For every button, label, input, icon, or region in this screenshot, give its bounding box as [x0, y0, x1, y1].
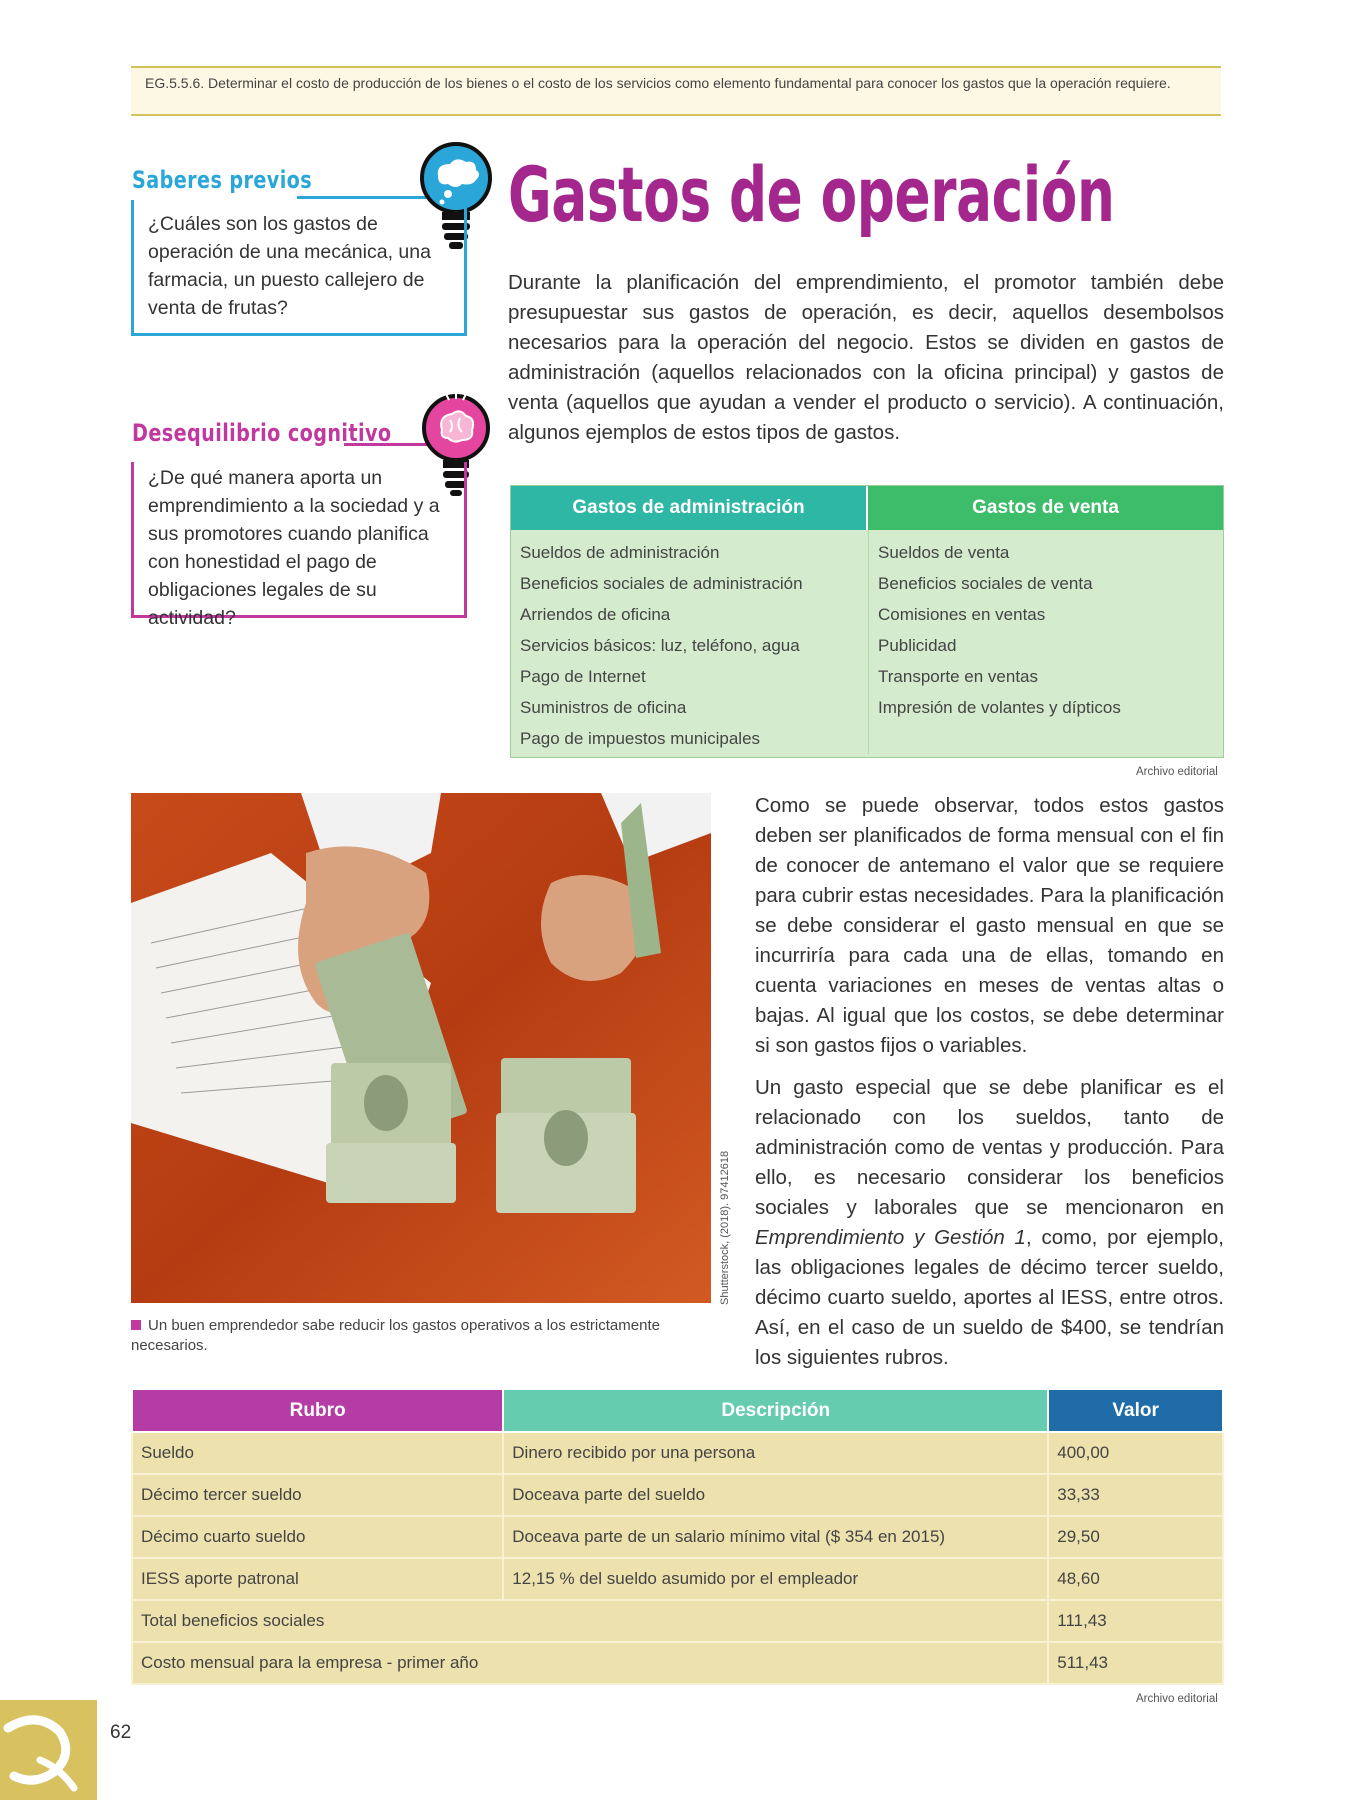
list-item: Comisiones en ventas — [878, 605, 1046, 624]
book-reference: Emprendimiento y Gestión 1 — [755, 1226, 1026, 1249]
list-item: Sueldos de administración — [520, 543, 720, 562]
corner-decoration — [0, 1700, 97, 1800]
total-cost-row — [132, 1642, 1223, 1684]
table-row — [132, 1432, 1223, 1474]
table-cell: 33,33 — [1048, 1474, 1223, 1516]
learning-objective: EG.5.5.6. Determinar el costo de producción de los bienes o el costo de los servicios como elemento fundamental para conocer los gastos que la operación requiere. — [131, 66, 1221, 116]
sales-expenses-list — [868, 530, 1223, 754]
expense-types-table — [510, 485, 1224, 758]
list-item: Beneficios sociales de administración — [520, 574, 803, 593]
list-item: Transporte en ventas — [878, 667, 1039, 686]
total-social-row — [132, 1600, 1223, 1642]
table-cell: 48,60 — [1048, 1558, 1223, 1600]
table-cell: Total beneficios sociales — [132, 1600, 1048, 1642]
desequilibrio-box: ¿De qué manera aporta un emprendimiento a la sociedad y a sus promotores cuando planifica con honestidad el pago de obligaciones legales de su actividad? — [131, 462, 467, 618]
list-item: Impresión de volantes y dípticos — [878, 698, 1121, 717]
table-cell: Décimo cuarto sueldo — [132, 1516, 503, 1558]
list-item: Beneficios sociales de venta — [878, 574, 1093, 593]
salary-table-source: Archivo editorial — [1136, 1693, 1218, 1705]
table-cell: 111,43 — [1048, 1600, 1223, 1642]
saberes-previos-box: ¿Cuáles son los gastos de operación de una mecánica, una farmacia, un puesto callejero de venta de frutas? — [131, 200, 467, 336]
photo-caption-text: Un buen emprendedor sabe reducir los gastos operativos a los estrictamente necesarios. — [131, 1317, 660, 1354]
page-number: 62 — [110, 1722, 132, 1743]
caption-bullet-icon — [131, 1320, 141, 1330]
photo-credit: Shutterstock, (2018). 97412618 — [719, 1150, 731, 1305]
list-item: Servicios básicos: luz, teléfono, agua — [520, 636, 800, 655]
table-row — [132, 1474, 1223, 1516]
list-item: Suministros de oficina — [520, 698, 687, 717]
saberes-previos-title: Saberes previos — [132, 166, 313, 194]
table-cell: 12,15 % del sueldo asumido por el empleador — [503, 1558, 1048, 1600]
paragraph-planning: Como se puede observar, todos estos gastos deben ser planificados de forma mensual con el fin de conocer de antemano el valor que se requiere para cubrir estas necesidades. Para la planificación se debe considerar el gasto mensual en que se incurriría para cada una de ellas, tomando en cuenta variaciones en meses de ventas altas o bajas. Al igual que los costos, se debe determinar si son gastos fijos o variables. — [755, 794, 1224, 1057]
page-title: Gastos de operación — [508, 150, 1115, 239]
photo-caption — [131, 1316, 711, 1356]
table-cell: 29,50 — [1048, 1516, 1223, 1558]
intro-paragraph: Durante la planificación del emprendimiento, el promotor también debe presupuestar sus gastos de operación, es decir, aquellos desembolsos necesarios para la operación del negocio. Estos se dividen en gastos de administración (aquellos relacionados con la oficina principal) y gastos de venta (aquellos que ayudan a vender el producto o servicio). A continuación, algunos ejemplos de estos tipos de gastos. — [508, 271, 1224, 444]
table-cell: Costo mensual para la empresa - primer año — [132, 1642, 1048, 1684]
table-cell: 400,00 — [1048, 1432, 1223, 1474]
table-cell: Sueldo — [132, 1432, 503, 1474]
desequilibrio-title: Desequilibrio cognitivo — [132, 419, 392, 447]
table-cell: Doceava parte de un salario mínimo vital ($ 354 en 2015) — [503, 1516, 1048, 1558]
list-item: Pago de Internet — [520, 667, 646, 686]
money-counting-photo — [131, 793, 711, 1303]
table-cell: IESS aporte patronal — [132, 1558, 503, 1600]
table-row — [132, 1516, 1223, 1558]
table-row — [132, 1558, 1223, 1600]
table-cell: 511,43 — [1048, 1642, 1223, 1684]
valor-header: Valor — [1048, 1389, 1223, 1432]
rubro-header: Rubro — [132, 1389, 503, 1432]
table-cell: Doceava parte del sueldo — [503, 1474, 1048, 1516]
list-item: Pago de impuestos municipales — [520, 729, 761, 748]
expense-table-source: Archivo editorial — [1136, 766, 1218, 778]
table-cell: Dinero recibido por una persona — [503, 1432, 1048, 1474]
paragraph-salaries — [755, 1073, 1224, 1373]
list-item: Publicidad — [878, 636, 957, 655]
paragraph-text: Un gasto especial que se debe planificar es el relacionado con los sueldos, tanto de administración como de ventas y producción. Para ello, es necesario considerar los beneficios sociales y laborales que se mencionaron en — [755, 1076, 1224, 1219]
list-item: Arriendos de oficina — [520, 605, 671, 624]
paragraph-text: , como, por ejemplo, las obligaciones legales de décimo tercer sueldo, décimo cuarto sueldo, aportes al IESS, entre otros. Así, en el caso de un sueldo de $400, se tendrían los siguientes rubros. — [755, 1226, 1224, 1369]
admin-expenses-list — [511, 537, 868, 754]
sales-expenses-header: Gastos de venta — [868, 486, 1223, 530]
salary-breakdown-table — [131, 1388, 1224, 1685]
admin-expenses-header: Gastos de administración — [511, 486, 868, 530]
list-item: Sueldos de venta — [878, 543, 1010, 562]
table-cell: Décimo tercer sueldo — [132, 1474, 503, 1516]
descripcion-header: Descripción — [503, 1389, 1048, 1432]
